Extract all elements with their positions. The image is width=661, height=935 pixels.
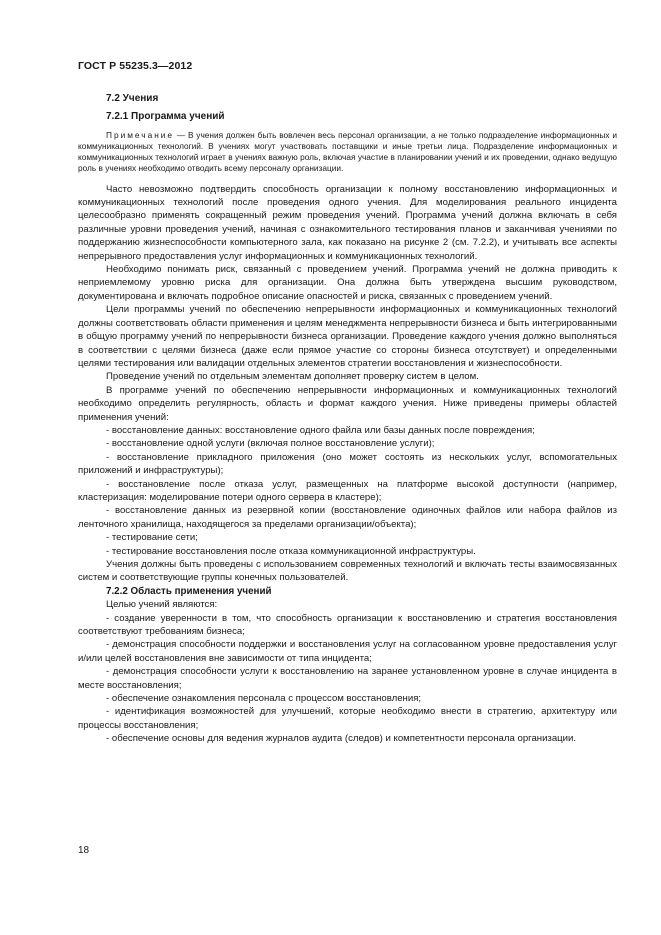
note-text: — В учения должен быть вовлечен весь персонал организации, а не только подразделение информационных и коммуникационных технологий. В учениях могут участвовать поставщики и иные третьи лица. Подразделение информационных и коммуникационных технологий играет в учениях важную роль, включая участие в планировании учений и их проведении, однако ведущую роль в учениях необходимо отводить всему персоналу организации. <box>78 129 617 174</box>
page-number: 18 <box>78 845 90 856</box>
paragraph: Целью учений являются: <box>106 599 218 611</box>
paragraph: Учения должны быть проведены с использованием современных технологий и включать тесты взаимосвязанных систем и соответствующие группы конечных пользователей. <box>78 559 617 584</box>
note-paragraph <box>78 130 617 175</box>
paragraph: В программе учений по обеспечению непрерывности информационных и коммуникационных технологий необходимо определить регулярность, область и формат каждого учения. Ниже приведены примеры областей применения учений: <box>78 384 617 423</box>
document-header: ГОСТ Р 55235.3—2012 <box>78 60 193 72</box>
list-item: - обеспечение основы для ведения журналов аудита (следов) и компетентности персонала организации. <box>106 733 577 745</box>
list-item: - демонстрация способности поддержки и восстановления услуг на согласованном уровне предоставления услуг и/или целей восстановления вне зависимости от типа инцидента; <box>78 639 617 664</box>
list-item: - восстановление данных: восстановление одного файла или базы данных после повреждения; <box>106 424 535 436</box>
page-content <box>78 92 617 746</box>
paragraph: Необходимо понимать риск, связанный с проведением учений. Программа учений не должна приводить к неприемлемому уровню риска для организации. Она должна быть утверждена высшим руководством, документирована и включать подробное описание опасностей и риска, связанных с проведением учений. <box>78 264 617 302</box>
section-heading: 7.2 Учения <box>106 93 159 104</box>
list-item: - восстановление прикладного приложения (оно может состоять из нескольких услуг, вспомогательных приложений и инфраструктуры); <box>78 451 617 477</box>
list-item: - тестирование восстановления после отказа коммуникационной инфраструктуры. <box>106 545 476 557</box>
list-item: - восстановление данных из резервной копии (восстановление одиночных файлов или набора файлов из ленточного хранилища, находящегося за пределами организации/объекта); <box>78 505 617 530</box>
paragraph: Часто невозможно подтвердить способность организации к полному восстановлению информационных и коммуникационных технологий после проведения одного учения. Для моделирования реального инцидента целесообразно применять сокращенный режим проведения учений. Программа учений должна включать в себя различные уровни проведения учений, начиная с ознакомительного тестирования планов и заканчивая учениями по поддержанию жизнеспособности компьютерного зала, как показано на рисунке 2 (см. 7.2.2), и учитывать все аспекты непрерывного предоставления услуг информационных и коммуникационных технологий. <box>78 183 617 262</box>
list-item: - тестирование сети; <box>106 532 198 544</box>
list-item: - идентификация возможностей для улучшений, которые необходимо внести в стратегию, архитектуру или процессы восстановления; <box>78 706 617 731</box>
note-label: Примечание <box>106 129 175 140</box>
list-item: - демонстрация способности услуги к восстановлению на заранее установленном уровне в случае инцидента в месте восстановления; <box>78 666 617 691</box>
list-item: - создание уверенности в том, что способность организации к восстановлению и стратегия восстановления соответствуют требованиям бизнеса; <box>78 612 617 638</box>
paragraph: Проведение учений по отдельным элементам дополняет проверку систем в целом. <box>106 371 479 383</box>
subsection-heading-7-2-2: 7.2.2 Область применения учений <box>106 585 272 597</box>
list-item: - восстановление одной услуги (включая полное восстановление услуги); <box>106 438 435 450</box>
paragraph: Цели программы учений по обеспечению непрерывности информационных и коммуникационных технологий должны соответствовать области применения и целям менеджмента непрерывности бизнеса и быть интегрированными в общую программу учений по непрерывности бизнеса организации. Проведение каждого учения должно выполняться в соответствии с целями бизнеса (даже если прямое участие со стороны бизнеса отсутствует) и определенными целями тестирования или валидации отдельных элементов стратегии восстановления и жизнеспособности. <box>78 304 617 369</box>
list-item: - обеспечение ознакомления персонала с процессом восстановления; <box>106 693 422 705</box>
list-item: - восстановление после отказа услуг, размещенных на платформе высокой доступности (например, кластеризация: моделирование потери одного сервера в кластере); <box>78 478 617 503</box>
subsection-heading-7-2-1: 7.2.1 Программа учений <box>106 111 225 123</box>
